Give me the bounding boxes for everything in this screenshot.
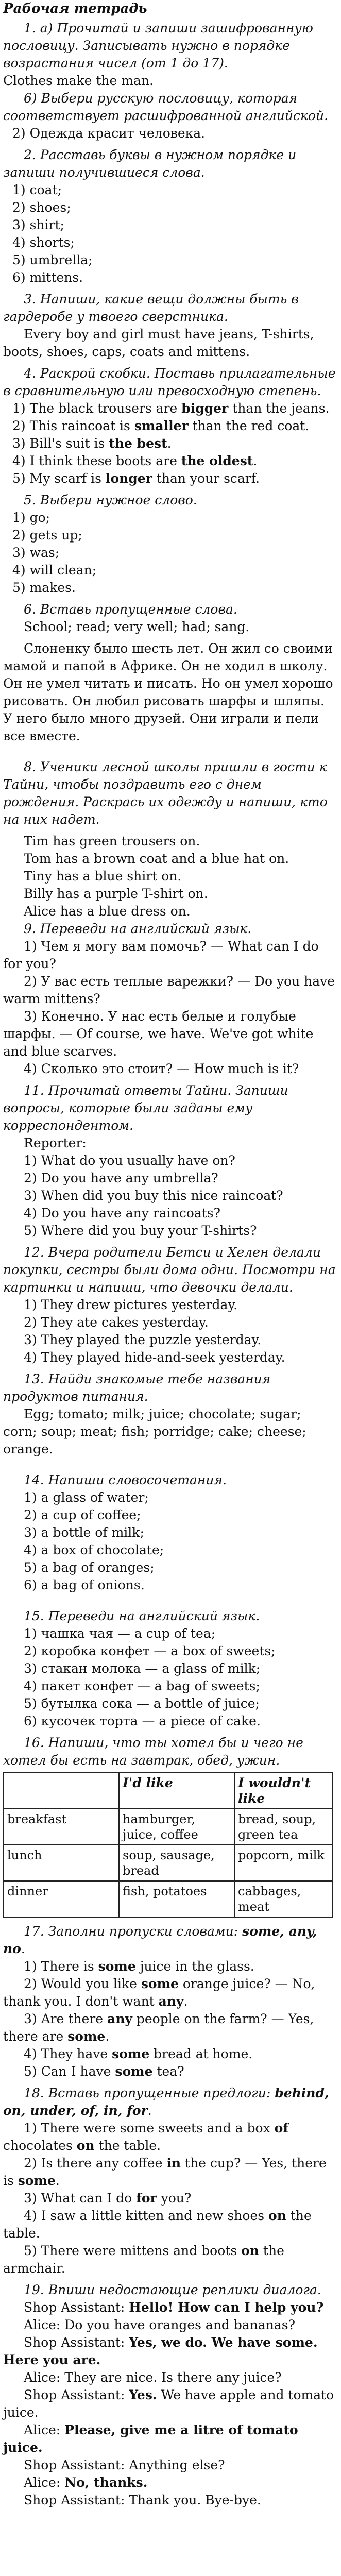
task-8 <box>3 758 336 1078</box>
list-item: 6) a bag of onions. <box>24 1578 145 1592</box>
dialogue-line: Shop Assistant: Yes. We have apple and tomato juice. <box>3 2387 334 2420</box>
task-3 <box>3 291 336 361</box>
list-item: 5) umbrella; <box>12 252 93 267</box>
list-item: 4) Do you have any raincoats? <box>24 1206 221 1221</box>
task-6-words: School; read; very well; had; sang. <box>24 619 250 634</box>
list-item: 3) They played the puzzle yesterday. <box>24 1332 262 1347</box>
task-4 <box>3 365 336 487</box>
list-item: 5) a bag of oranges; <box>24 1560 155 1575</box>
task-17 <box>3 1923 336 2080</box>
dialogue-line: Shop Assistant: Hello! How can I help you? <box>24 2300 324 2315</box>
table-row <box>4 1845 332 1881</box>
table-header-cell: I'd like <box>119 1773 234 1809</box>
list-item: 1) go; <box>12 510 50 525</box>
list-item: 4) They played hide-and-seek yesterday. <box>24 1350 285 1365</box>
task-1 <box>3 20 336 142</box>
task-6 <box>3 601 336 745</box>
list-item: 5) makes. <box>12 580 76 595</box>
list-item: 1) coat; <box>12 182 62 197</box>
task-15-instruction: 15. Переведи на английский язык. <box>24 1608 260 1623</box>
task-16-instruction: 16. Напиши, что ты хотел бы и чего не хотел бы есть на завтрак, обед, ужин. <box>3 1735 303 1768</box>
list-item: 4) will clean; <box>12 563 97 578</box>
list-item: 1) a glass of water; <box>24 1490 149 1505</box>
task-4-instruction: 4. Раскрой скобки. Поставь прилагательные в сравнительную или превосходную степень. <box>3 366 336 398</box>
table-row <box>4 1881 332 1917</box>
list-item: 5) бутылка сока — a bottle of juice; <box>24 1696 260 1711</box>
list-item: Tiny has a blue shirt on. <box>24 869 182 884</box>
list-item: 4) a box of chocolate; <box>24 1543 164 1557</box>
table-cell: soup, sausage, bread <box>119 1845 234 1881</box>
task-5-instruction: 5. Выбери нужное слово. <box>24 493 197 507</box>
table-cell: hamburger, juice, coffee <box>119 1809 234 1845</box>
task-16 <box>3 1734 336 1918</box>
task-13 <box>3 1370 336 1458</box>
list-item: 6) кусочек торта — a piece of cake. <box>24 1714 261 1728</box>
table-cell: cabbages, meat <box>234 1881 332 1917</box>
list-item: 1) They drew pictures yesterday. <box>24 1297 238 1312</box>
list-item: 3) a bottle of milk; <box>24 1525 144 1540</box>
list-item: 2) Would you like some orange juice? — No, thank you. I don't want any. <box>3 1976 315 2009</box>
task-13-answer: Egg; tomato; milk; juice; chocolate; sugar; corn; soup; meat; fish; porridge; cake; cheese; orange. <box>3 1406 306 1456</box>
list-item: 2) коробка конфет — a box of sweets; <box>24 1643 276 1658</box>
list-item: 2) They ate cakes yesterday. <box>24 1315 209 1330</box>
list-item: 4) They have some bread at home. <box>24 2046 253 2061</box>
task-17-instruction: 17. Заполни пропуски словами: some, any, no. <box>3 1924 317 1956</box>
task-6-text: Слоненку было шесть лет. Он жил со своими мамой и папой в Африке. Он не ходил в школу. Он не умел читать и писать. Но он умел хорошо рисовать. Он любил рисовать шарфы и шляпы. У него было много друзей. Они играли и пели все вместе. <box>3 641 333 743</box>
list-item: 5) Can I have some tea? <box>24 2064 184 2079</box>
task-11 <box>3 1082 336 1240</box>
list-item: 2) shoes; <box>12 200 71 215</box>
table-cell: breakfast <box>4 1809 119 1845</box>
list-item: 4) I saw a little kitten and new shoes on the table. <box>3 2208 312 2241</box>
task-11-reporter: Reporter: <box>24 1136 87 1150</box>
task-8-instruction: 8. Ученики лесной школы пришли в гости к Тайни, чтобы поздравить его с днем рождения. Раскрась их одежду и напиши, кто на них надет. <box>3 759 328 827</box>
list-item: 3) When did you buy this nice raincoat? <box>24 1188 283 1203</box>
list-item: Alice has a blue dress on. <box>24 904 191 919</box>
task-2 <box>3 146 336 286</box>
list-item: 2) Do you have any umbrella? <box>24 1171 218 1185</box>
list-item: 3) Bill's suit is the best. <box>12 436 172 451</box>
list-item: 5) My scarf is longer than your scarf. <box>12 471 260 486</box>
dialogue-line: Alice: They are nice. Is there any juice? <box>24 2370 282 2385</box>
dialogue-line: Alice: Do you have oranges and bananas? <box>24 2317 296 2332</box>
list-item: 1) There were some sweets and a box of chocolates on the table. <box>3 2121 289 2153</box>
list-item: 2) gets up; <box>12 528 82 543</box>
table-header-cell: I wouldn't like <box>234 1773 332 1809</box>
list-item: 3) was; <box>12 545 60 560</box>
list-item: 4) Сколько это стоит? — How much is it? <box>24 1061 299 1076</box>
task-2-instruction: 2. Расставь буквы в нужном порядке и запиши получившиеся слова. <box>3 147 297 180</box>
list-item: 1) What do you usually have on? <box>24 1153 235 1168</box>
list-item: 5) Where did you buy your T-shirts? <box>24 1223 257 1238</box>
task-5 <box>3 492 336 597</box>
list-item: 4) shorts; <box>12 235 75 250</box>
task-18-instruction: 18. Вставь пропущенные предлоги: behind, on, under, of, in, for. <box>3 2086 329 2118</box>
table-cell: popcorn, milk <box>234 1845 332 1881</box>
dialogue-line: Shop Assistant: Yes, we do. We have some. Here you are. <box>3 2335 318 2367</box>
table-cell: bread, soup, green tea <box>234 1809 332 1845</box>
list-item: 2) This raincoat is smaller than the red coat. <box>12 418 310 433</box>
table-cell: fish, potatoes <box>119 1881 234 1917</box>
task-13-instruction: 13. Найди знакомые тебе названия продуктов питания. <box>3 1371 271 1404</box>
list-item: 2) a cup of coffee; <box>24 1507 141 1522</box>
list-item: Billy has a purple T-shirt on. <box>24 886 208 901</box>
table-cell: dinner <box>4 1881 119 1917</box>
task-14-instruction: 14. Напиши словосочетания. <box>24 1472 227 1487</box>
list-item: 3) Конечно. У нас есть белые и голубые шарфы. — Of course, we have. We've got white and blue scarves. <box>3 1009 314 1059</box>
list-item: 3) shirt; <box>12 217 64 232</box>
task-14 <box>3 1471 336 1594</box>
task-12-instruction: 12. Вчера родители Бетси и Хелен делали покупки, сестры были дома одни. Посмотри на картинки и напиши, что девочки делали. <box>3 1245 336 1295</box>
task-1-instruction: 1. а) Прочитай и запиши зашифрованную пословицу. Записывать нужно в порядке возрастания чисел (от 1 до 17). <box>3 21 313 71</box>
task-3-instruction: 3. Напиши, какие вещи должны быть в гардеробе у твоего сверстника. <box>3 292 299 324</box>
task-6-instruction: 6. Вставь пропущенные слова. <box>24 602 237 617</box>
task-9-instruction: 9. Переведи на английский язык. <box>24 921 252 936</box>
list-item: 3) Are there any people on the farm? — Yes, there are some. <box>3 2011 314 2044</box>
list-item: 3) стакан молока — a glass of milk; <box>24 1661 261 1676</box>
task-19-instruction: 19. Впиши недостающие реплики диалога. <box>24 2282 321 2297</box>
task-19 <box>3 2281 336 2509</box>
list-item: 1) There is some juice in the glass. <box>24 1959 254 1974</box>
task-1b-answer: 2) Одежда красит человека. <box>12 126 206 141</box>
list-item: 4) пакет конфет — a bag of sweets; <box>24 1679 260 1693</box>
dialogue-line: Shop Assistant: Anything else? <box>24 2458 225 2472</box>
page-title: Рабочая тетрадь <box>3 1 147 16</box>
list-item: 6) mittens. <box>12 270 83 285</box>
list-item: 1) Чем я могу вам помочь? — What can I do for you? <box>3 939 319 971</box>
task-1b-instruction: 6) Выбери русскую пословицу, которая соответствует расшифрованной английской. <box>3 91 329 123</box>
table-row <box>4 1809 332 1845</box>
list-item: 4) I think these boots are the oldest. <box>12 453 258 468</box>
dialogue-line: Shop Assistant: Thank you. Bye-bye. <box>24 2493 261 2507</box>
task-18 <box>3 2084 336 2277</box>
task-11-instruction: 11. Прочитай ответы Тайни. Запиши вопросы, которые были заданы ему корреспондентом. <box>3 1083 288 1133</box>
task-12 <box>3 1244 336 1366</box>
list-item: 1) чашка чая — a cup of tea; <box>24 1626 216 1641</box>
list-item: 3) What can I do for you? <box>24 2191 192 2206</box>
list-item: 2) У вас есть теплые варежки? — Do you have warm mittens? <box>3 974 335 1006</box>
table-cell: lunch <box>4 1845 119 1881</box>
list-item: Tim has green trousers on. <box>24 834 200 849</box>
list-item: 5) There were mittens and boots on the armchair. <box>3 2243 284 2276</box>
list-item: Tom has a brown coat and a blue hat on. <box>24 851 289 866</box>
list-item: 1) The black trousers are bigger than the jeans. <box>12 401 330 416</box>
task-3-answer: Every boy and girl must have jeans, T-shirts, boots, shoes, caps, coats and mittens. <box>3 327 314 359</box>
meal-preferences-table <box>3 1772 333 1918</box>
task-1-answer: Clothes make the man. <box>3 73 154 88</box>
table-header-cell <box>4 1773 119 1809</box>
dialogue-line: Alice: No, thanks. <box>24 2475 148 2490</box>
list-item: 2) Is there any coffee in the cup? — Yes, there is some. <box>3 2156 327 2188</box>
dialogue-line: Alice: Please, give me a litre of tomato juice. <box>3 2422 298 2455</box>
table-header-row <box>4 1773 332 1809</box>
task-15 <box>3 1607 336 1730</box>
